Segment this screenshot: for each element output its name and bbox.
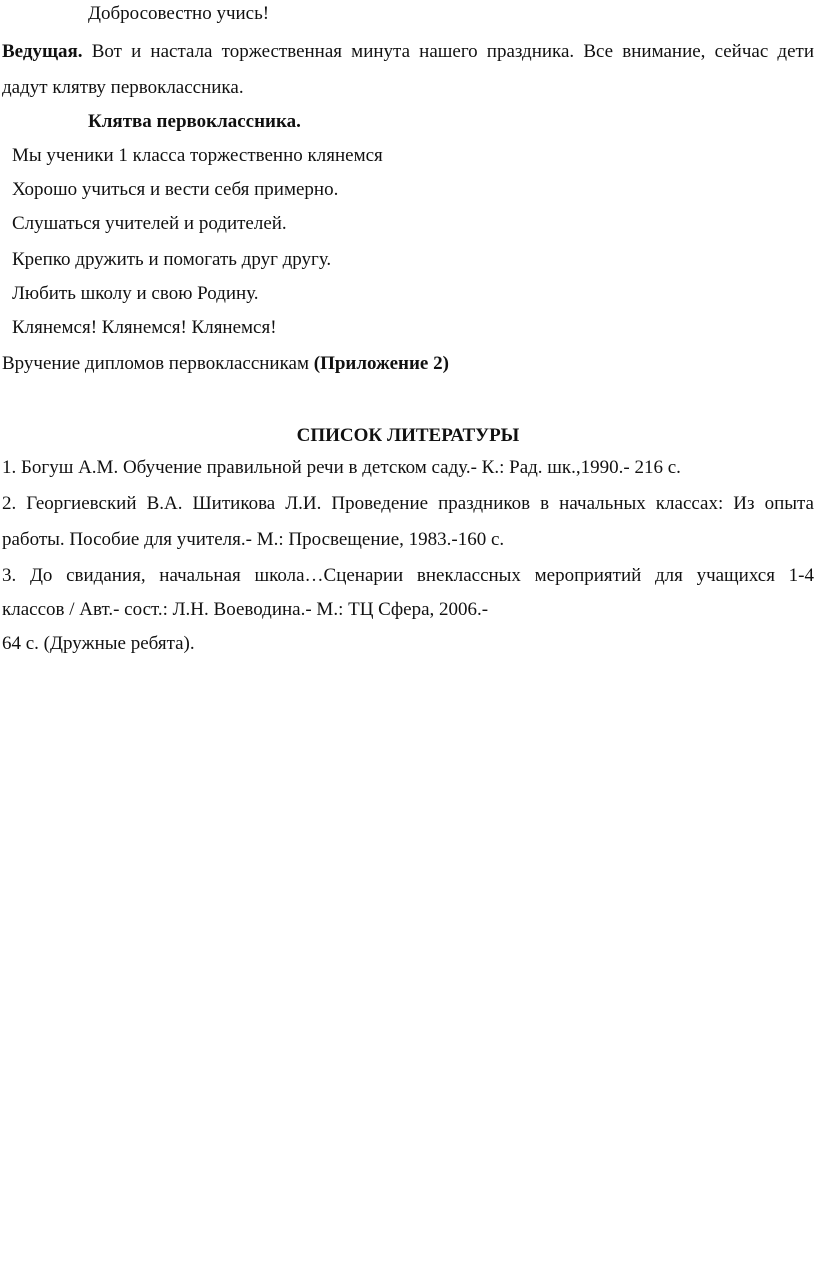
bibliography-item-3: 3. До свидания, начальная школа…Сценарии внеклассных мероприятий для учащихся 1-4 — [2, 565, 814, 586]
bibliography-heading: СПИСОК ЛИТЕРАТУРЫ — [296, 425, 520, 446]
presenter-line-cont: дадут клятву первоклассника. — [2, 77, 244, 98]
oath-line-6: Клянемся! Клянемся! Клянемся! — [12, 317, 277, 338]
bibliography-item-3-cont2: 64 с. (Дружные ребята). — [2, 633, 195, 654]
oath-line-1: Мы ученики 1 класса торжественно клянемся — [12, 145, 383, 166]
bibliography-item-3-cont: классов / Авт.- сост.: Л.Н. Воеводина.- М.: ТЦ Сфера, 2006.- — [2, 599, 489, 620]
presenter-label: Ведущая. — [2, 41, 83, 62]
oath-line-3: Слушаться учителей и родителей. — [12, 213, 287, 234]
bibliography-item-2-cont: работы. Пособие для учителя.- М.: Просвещение, 1983.-160 с. — [2, 529, 505, 550]
oath-line-2: Хорошо учиться и вести себя примерно. — [12, 179, 339, 200]
award-text: Вручение дипломов первоклассникам — [2, 353, 314, 374]
bibliography-item-2: 2. Георгиевский В.А. Шитикова Л.И. Проведение праздников в начальных классах: Из опыта — [2, 493, 814, 514]
presenter-text: Вот и настала торжественная минута нашего праздника. Все внимание, сейчас дети — [82, 41, 814, 62]
line-motto: Добросовестно учись! — [88, 3, 270, 24]
appendix-reference: (Приложение 2) — [313, 353, 449, 374]
bibliography-item-1: 1. Богуш А.М. Обучение правильной речи в детском саду.- К.: Рад. шк.,1990.- 216 с. — [2, 457, 681, 478]
oath-line-4: Крепко дружить и помогать друг другу. — [12, 249, 332, 270]
oath-line-5: Любить школу и свою Родину. — [12, 283, 259, 304]
award-line — [2, 352, 449, 376]
presenter-line — [2, 40, 814, 64]
oath-title: Клятва первоклассника. — [88, 111, 301, 132]
